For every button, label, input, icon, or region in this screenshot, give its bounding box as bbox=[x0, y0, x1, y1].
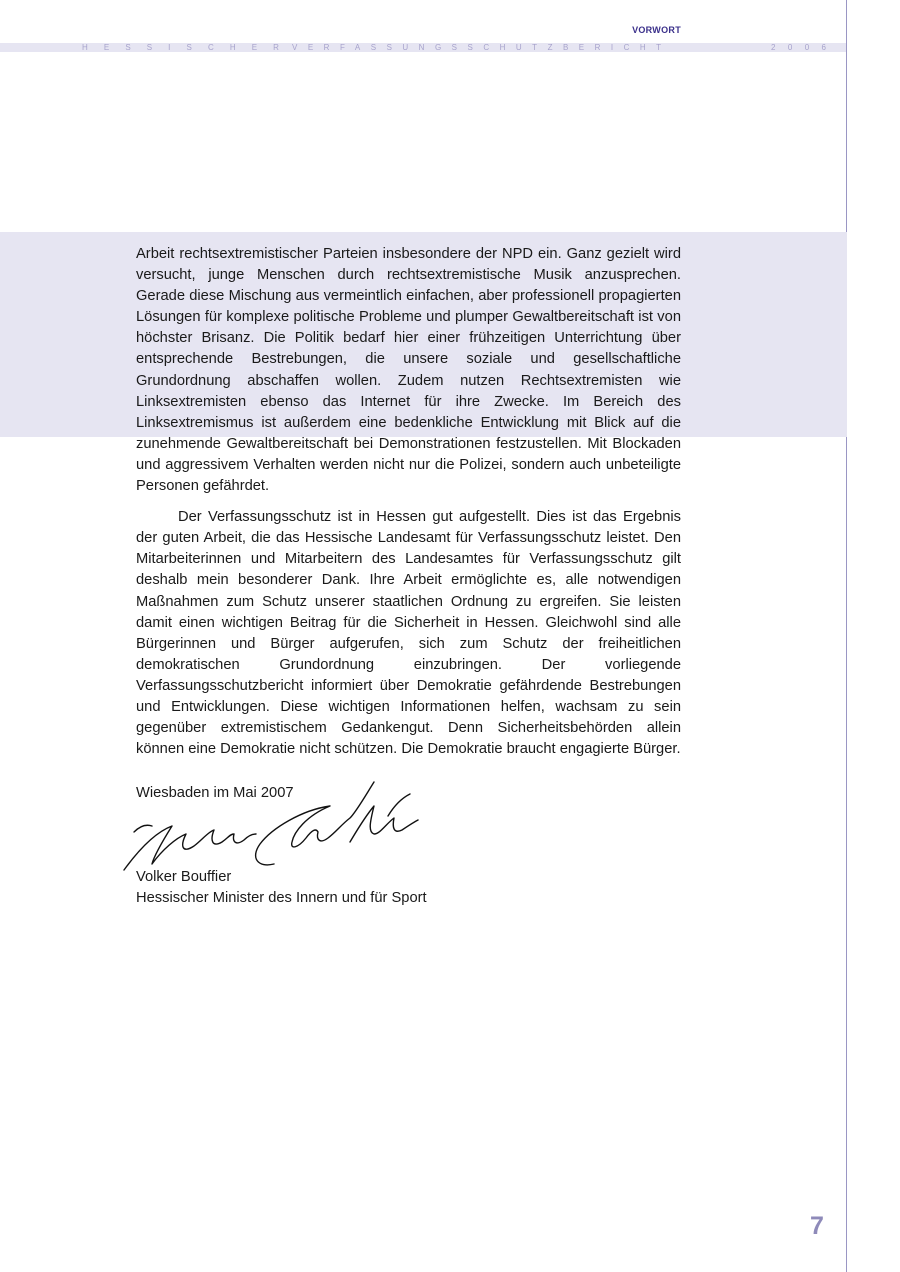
running-header-year: 2006 bbox=[771, 43, 839, 52]
page-number: 7 bbox=[810, 1212, 824, 1240]
margin-rule bbox=[846, 0, 847, 1272]
signature-icon bbox=[118, 776, 428, 876]
signer-title: Hessischer Minister des Innern und für Sport bbox=[136, 890, 427, 907]
running-header-word: VERFASSUNGSSCHUTZBERICHT bbox=[292, 43, 672, 52]
body-text bbox=[136, 244, 681, 760]
place-date: Wiesbaden im Mai 2007 bbox=[136, 785, 294, 801]
signer-name: Volker Bouffier bbox=[136, 869, 232, 885]
running-header bbox=[0, 43, 847, 52]
section-label: VORWORT bbox=[632, 25, 681, 35]
signer-block bbox=[136, 867, 427, 909]
paragraph: Arbeit rechtsextremistischer Parteien insbesondere der NPD ein. Ganz gezielt wird versucht, junge Menschen durch rechtsextremistische Musik anzusprechen. Gerade diese Mischung aus vermeintlich einfachen, aber professionell propagierten Lösungen für komplexe politische Probleme und plumper Gewaltbereitschaft ist von höchster Brisanz. Die Politik bedarf hier einer frühzeitigen Unterrichtung über entsprechende Bestrebungen, die unsere soziale und gesellschaftliche Grundordnung abschaffen wollen. Zudem nutzen Rechtsextremisten wie Linksextremisten ebenso das Internet für ihre Zwecke. Im Bereich des Linksextremismus ist außerdem eine bedenkliche Entwicklung mit Blick auf die zunehmende Gewaltbereitschaft bei Demonstrationen festzustellen. Mit Blockaden und aggressivem Verhalten werden nicht nur die Polizei, sondern auch unbeteiligte Personen gefährdet. bbox=[136, 246, 681, 495]
running-header-word: HESSISCHER bbox=[82, 43, 296, 52]
paragraph: Der Verfassungsschutz ist in Hessen gut aufgestellt. Dies ist das Ergebnis der guten Arbeit, die das Hessische Landesamt für Verfassungsschutz leistet. Den Mitarbeiterinnen und Mitarbeitern des Landesamtes für Verfassungsschutz gilt deshalb mein besonderer Dank. Ihre Arbeit ermöglichte es, alle notwendigen Maßnahmen zum Schutz unserer staatlichen Ordnung zu ergreifen. Sie leisten damit einen wichtigen Beitrag für die Sicherheit in Hessen. Gleichwohl sind alle Bürgerinnen und Bürger aufgerufen, sich zum Schutz der freiheitlichen demokratischen Grundordnung einzubringen. Der vorliegende Verfassungsschutzbericht informiert über Demokratie gefährdende Bestrebungen und Entwicklungen. Diese wichtigen Informationen helfen, wachsam zu sein gegenüber extremistischem Gedankengut. Denn Sicherheitsbehörden allein können eine Demokratie nicht schützen. Die Demokratie braucht engagierte Bürger. bbox=[136, 509, 681, 758]
